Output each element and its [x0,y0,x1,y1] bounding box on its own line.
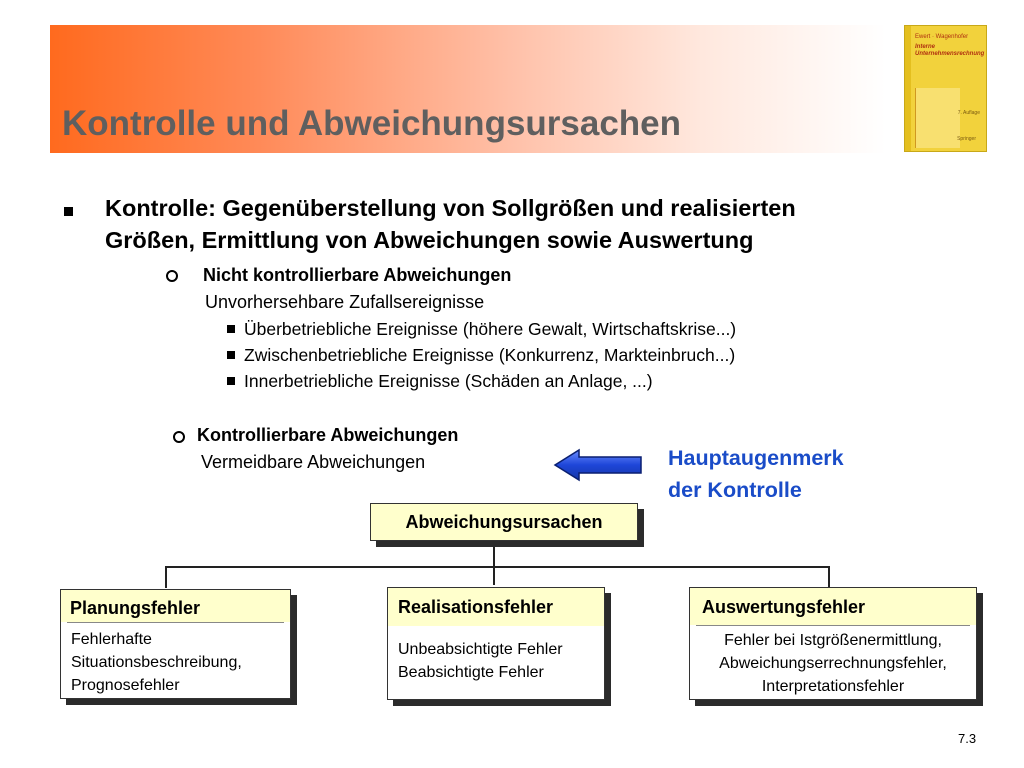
box-line: Prognosefehler [71,677,180,694]
box-line: Unbeabsichtigte Fehler [398,641,563,658]
box-line: Abweichungserrechnungsfehler, [719,655,947,672]
highlight-line-2: der Kontrolle [668,478,802,502]
connector-line [493,543,495,585]
non-controllable-subheading: Unvorhersehbare Zufallsereignisse [205,292,485,312]
controllable-subheading: Vermeidbare Abweichungen [201,452,426,472]
evaluation-error-title: Auswertungsfehler [690,588,976,625]
realization-error-title: Realisationsfehler [388,588,604,626]
box-line: Beabsichtigte Fehler [398,664,544,681]
list-item: Innerbetriebliche Ereignisse (Schäden an Anlage, ...) [244,371,653,391]
book-publisher: Springer [957,136,976,142]
circle-bullet-icon [173,431,185,443]
evaluation-error-box [689,587,977,700]
main-bullet-line-1: Kontrolle: Gegenüberstellung von Sollgrößen und realisierten [105,195,796,221]
book-edition: 7. Auflage [957,110,980,116]
planning-error-box [60,589,291,699]
book-cover-image [904,25,987,152]
main-bullet-line-2: Größen, Ermittlung von Abweichungen sowie Auswertung [105,227,754,253]
planning-error-body [61,623,290,697]
list-item: Zwischenbetriebliche Ereignisse (Konkurrenz, Markteinbruch...) [244,345,736,365]
box-line: Interpretationsfehler [761,678,905,695]
box-line: Fehler bei Istgrößenermittlung, [724,632,942,649]
slide-title: Kontrolle und Abweichungsursachen [62,104,682,143]
list-item: Überbetriebliche Ereignisse (höhere Gewalt, Wirtschaftskrise...) [244,319,737,339]
connector-line [165,566,167,588]
non-controllable-heading: Nicht kontrollierbare Abweichungen [203,265,512,285]
page-number: 7.3 [958,731,977,746]
realization-error-body [388,626,604,684]
square-bullet-icon [64,207,73,216]
diagram-root-label: Abweichungsursachen [405,512,603,532]
highlight-line-1: Hauptaugenmerk [668,446,844,470]
square-bullet-icon [227,377,235,385]
square-bullet-icon [227,351,235,359]
book-authors: Ewert · Wagenhofer [915,34,969,40]
circle-bullet-icon [166,270,178,282]
highlight-text [668,442,844,506]
book-title: Interne Unternehmensrechnung [915,44,985,57]
book-cover-panel [915,88,960,148]
square-bullet-icon [227,325,235,333]
connector-line [165,566,830,568]
evaluation-error-body [690,626,976,698]
box-line: Fehlerhafte [71,631,152,648]
left-arrow-icon [553,447,643,483]
realization-error-box [387,587,605,700]
connector-line [828,566,830,588]
controllable-heading: Kontrollierbare Abweichungen [197,425,459,445]
diagram-root-box [370,503,638,541]
planning-error-title: Planungsfehler [61,590,290,622]
box-line: Situationsbeschreibung, [71,654,242,671]
book-spine [905,26,911,151]
